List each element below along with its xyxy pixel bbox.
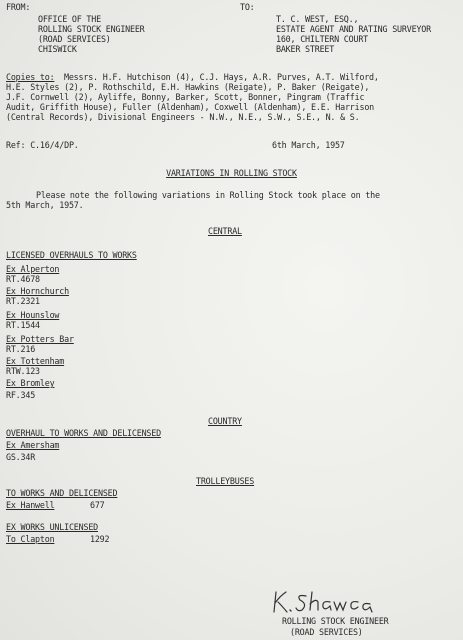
country-heading: COUNTRY — [208, 416, 242, 426]
trolleybuses-heading: TROLLEYBUSES — [196, 476, 255, 486]
to-line: 160, CHILTERN COURT — [276, 34, 369, 44]
document-title: VARIATIONS IN ROLLING STOCK — [166, 168, 297, 178]
central-item-depot: Ex Alperton — [6, 264, 60, 274]
from-label: FROM: — [6, 2, 31, 12]
copies-line: J.F. Cornwell (2), Ayliffe, Bonny, Barker, Scott, Bonner, Pingram (Traffic — [6, 92, 365, 102]
copies-line: Messrs. H.F. Hutchison (4), C.J. Hays, A.R. Purves, A.T. Wilford, — [64, 72, 379, 82]
to-line: BAKER STREET — [276, 44, 335, 54]
from-line: (ROAD SERVICES) — [38, 34, 111, 44]
trolleybus-ex-works-depot: To Clapton — [6, 534, 55, 544]
to-label: TO: — [240, 2, 255, 12]
copies-line: H.E. Styles (2), P. Rothschild, E.H. Hawkins (Reigate), P. Baker (Reigate), — [6, 82, 370, 92]
trolleybus-ex-works-heading: EX WORKS UNLICENSED — [6, 522, 99, 532]
central-item-depot: Ex Hornchurch — [6, 286, 69, 296]
signature-line: (ROAD SERVICES) — [290, 627, 363, 637]
central-item-vehicle: RT.216 — [6, 344, 36, 354]
central-subheading: LICENSED OVERHAULS TO WORKS — [6, 250, 137, 260]
country-item-depot: Ex Amersham — [6, 440, 60, 450]
intro-line: 5th March, 1957. — [6, 200, 84, 210]
country-subheading: OVERHAUL TO WORKS AND DELICENSED — [6, 428, 161, 438]
central-item-depot: Ex Potters Bar — [6, 334, 74, 344]
central-item-vehicle: RT.1544 — [6, 320, 40, 330]
central-item-depot: Ex Bromley — [6, 378, 55, 388]
country-item-vehicle: GS.34R — [6, 452, 36, 462]
central-item-vehicle: RF.345 — [6, 390, 36, 400]
copies-line: (Central Records), Divisional Engineers - N.W., N.E., S.W., S.E., N. & S. — [6, 112, 360, 122]
central-item-vehicle: RT.4678 — [6, 274, 40, 284]
trolleybus-ex-works-vehicle: 1292 — [90, 534, 110, 544]
trolleybus-to-works-vehicle: 677 — [90, 500, 105, 510]
trolleybus-to-works-heading: TO WORKS AND DELICENSED — [6, 488, 118, 498]
handwritten-signature — [270, 588, 390, 616]
date: 6th March, 1957 — [272, 140, 345, 150]
central-item-depot: Ex Tottenham — [6, 356, 65, 366]
signature-line: ROLLING STOCK ENGINEER — [282, 616, 389, 626]
intro-line: Please note the following variations in Rolling Stock took place on the — [36, 190, 380, 200]
central-item-vehicle: RT.2321 — [6, 296, 40, 306]
trolleybus-to-works-depot: Ex Hanwell — [6, 500, 55, 510]
from-line: CHISWICK — [38, 44, 77, 54]
from-line: OFFICE OF THE — [38, 14, 101, 24]
reference: Ref: C.16/4/DP. — [6, 140, 79, 150]
to-line: T. C. WEST, ESQ., — [276, 14, 359, 24]
central-heading: CENTRAL — [208, 226, 242, 236]
copies-line: Audit, Griffith House), Fuller (Aldenham), Coxwell (Aldenham), E.E. Harrison — [6, 102, 375, 112]
central-item-vehicle: RTW.123 — [6, 366, 40, 376]
from-line: ROLLING STOCK ENGINEER — [38, 24, 145, 34]
central-item-depot: Ex Hounslow — [6, 310, 60, 320]
to-line: ESTATE AGENT AND RATING SURVEYOR — [276, 24, 431, 34]
copies-label: Copies to: — [6, 72, 55, 82]
